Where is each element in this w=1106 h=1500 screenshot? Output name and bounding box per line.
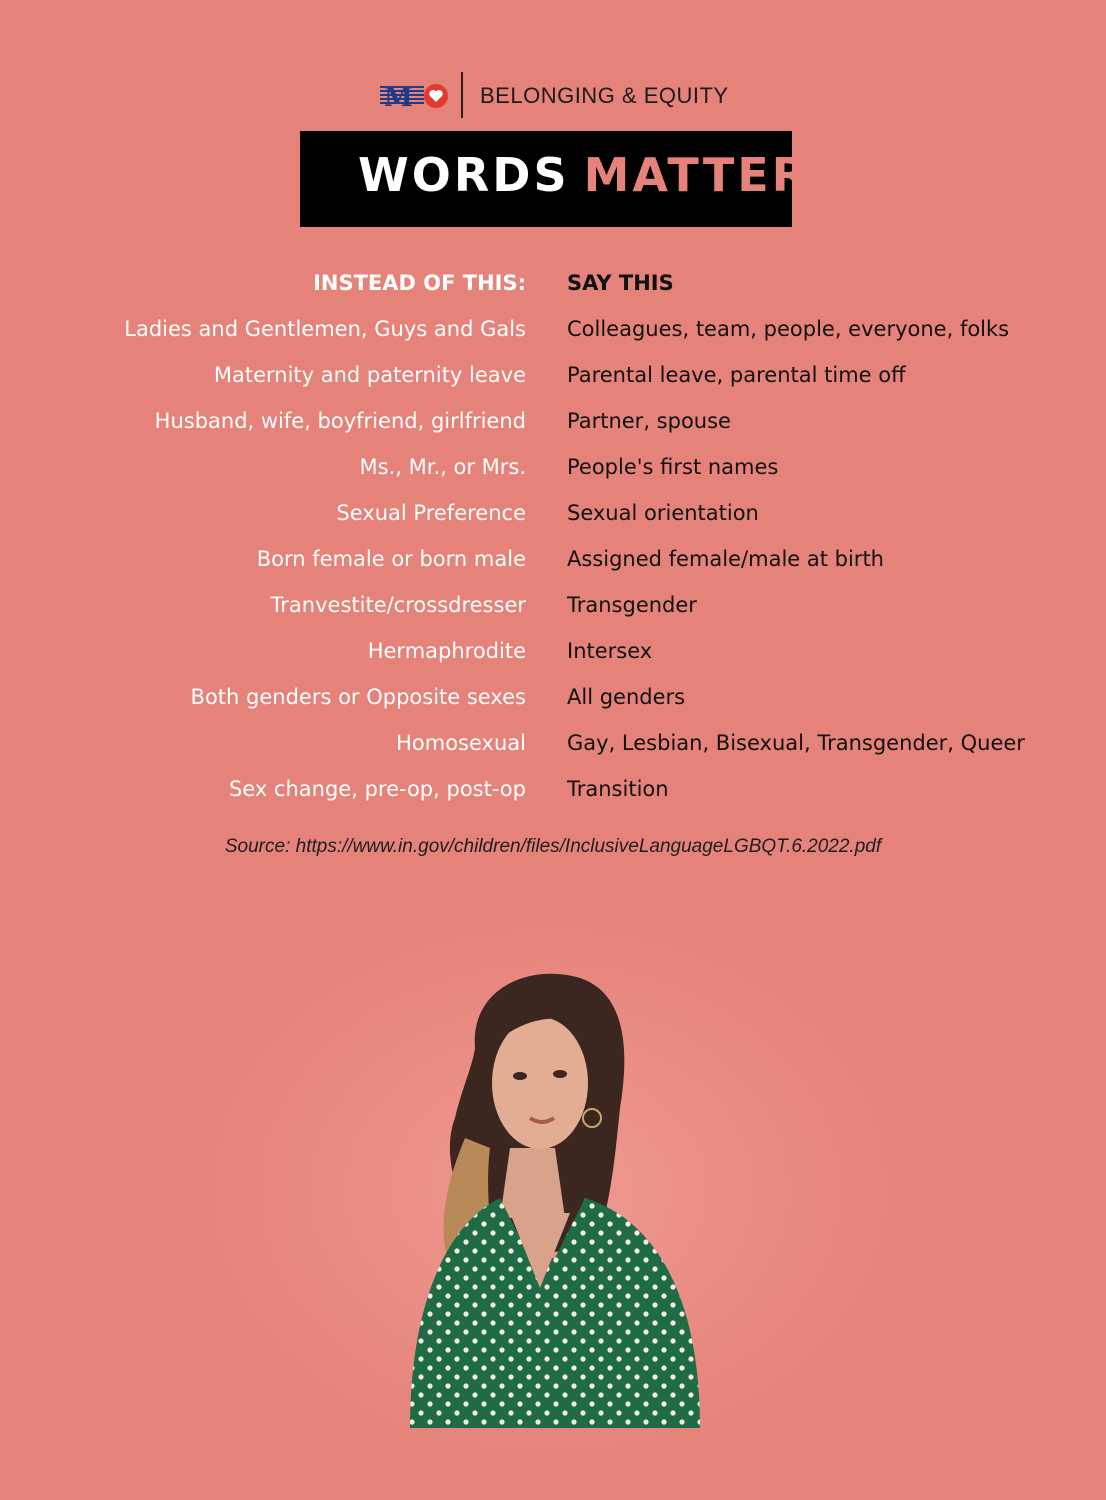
instead-text: Sexual Preference [336, 501, 526, 525]
title-word-1: WORDS [358, 148, 570, 202]
instead-text: Homosexual [396, 731, 526, 755]
portrait-photo [380, 958, 720, 1428]
company-logo [380, 82, 450, 110]
instead-text: Husband, wife, boyfriend, girlfriend [154, 409, 526, 433]
say-text: Intersex [567, 639, 653, 663]
instead-text: Hermaphrodite [367, 639, 526, 663]
instead-text: Ms., Mr., or Mrs. [359, 455, 526, 479]
brand-header [0, 72, 1106, 118]
say-text: People's first names [567, 455, 779, 479]
say-text: Sexual orientation [567, 501, 759, 525]
table-header [0, 266, 1106, 312]
say-text: Colleagues, team, people, everyone, folks [567, 317, 1010, 341]
table-row [0, 450, 1106, 496]
table-row [0, 634, 1106, 680]
table-row [0, 726, 1106, 772]
instead-text: Tranvestite/crossdresser [270, 593, 526, 617]
table-row [0, 772, 1106, 818]
svg-text:M: M [384, 83, 413, 110]
say-text: Parental leave, parental time off [567, 363, 906, 387]
say-text: Gay, Lesbian, Bisexual, Transgender, Queer [567, 731, 1025, 755]
instead-text: Sex change, pre-op, post-op [228, 777, 526, 801]
instead-text: Ladies and Gentlemen, Guys and Gals [124, 317, 526, 341]
say-text: Partner, spouse [567, 409, 731, 433]
header-say: SAY THIS [567, 271, 674, 295]
brand-name: BELONGING & EQUITY [480, 83, 729, 108]
say-text: All genders [567, 685, 686, 709]
title-banner [300, 131, 832, 227]
page-title [358, 148, 831, 202]
instead-text: Both genders or Opposite sexes [190, 685, 526, 709]
say-text: Transgender [567, 593, 697, 617]
brand-divider [461, 72, 463, 118]
say-text: Transition [567, 777, 669, 801]
title-word-2: MATTER. [583, 148, 832, 202]
instead-text: Born female or born male [256, 547, 526, 571]
instead-text: Maternity and paternity leave [213, 363, 526, 387]
source-citation: Source: https://www.in.gov/children/files/InclusiveLanguageLGBQT.6.2022.pdf [224, 836, 882, 857]
language-table [0, 266, 1106, 818]
say-text: Assigned female/male at birth [567, 547, 884, 571]
table-row [0, 312, 1106, 358]
table-row [0, 496, 1106, 542]
table-row [0, 542, 1106, 588]
header-instead: INSTEAD OF THIS: [313, 271, 526, 295]
table-row [0, 588, 1106, 634]
table-row [0, 404, 1106, 450]
table-row [0, 680, 1106, 726]
table-row [0, 358, 1106, 404]
